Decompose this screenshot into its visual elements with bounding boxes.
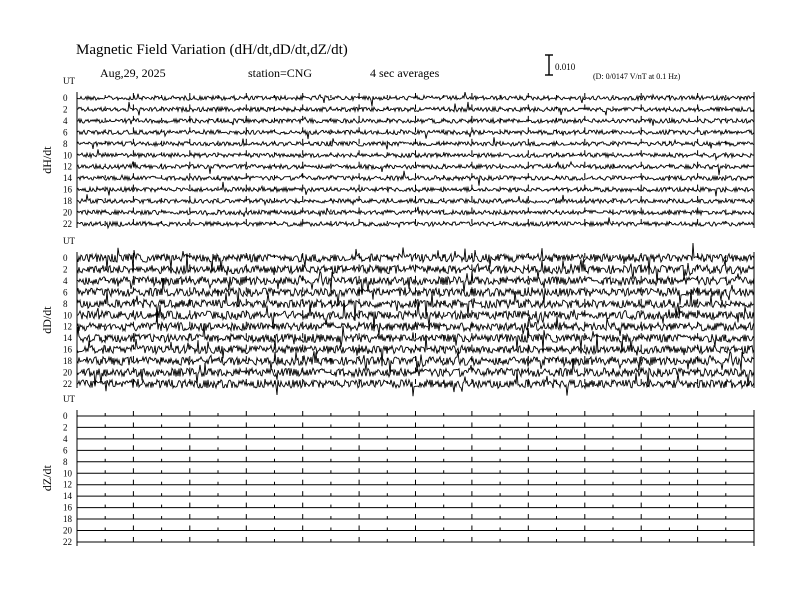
ut-tick-label: 2 <box>63 422 68 433</box>
ut-tick-label: 22 <box>63 536 72 547</box>
ut-tick-label: 8 <box>63 138 68 149</box>
trace-line <box>77 171 754 186</box>
hour-ticks <box>77 299 754 304</box>
ut-tick-label: 16 <box>63 184 72 195</box>
ut-tick-label: 12 <box>63 321 72 332</box>
hour-ticks <box>77 127 754 132</box>
panels-group <box>40 76 754 547</box>
ut-tick-label: 8 <box>63 298 68 309</box>
scale-value: 0.010 <box>555 62 576 72</box>
ut-tick-label: 20 <box>63 207 72 218</box>
panel-dh-dt <box>40 76 754 229</box>
hour-ticks <box>77 173 754 178</box>
ut-tick-label: 0 <box>63 411 68 421</box>
ut-tick-label: 20 <box>63 525 72 536</box>
hour-ticks <box>77 264 754 269</box>
ut-tick-label: 2 <box>63 264 68 275</box>
ut-axis-label: UT <box>63 76 75 86</box>
ut-tick-label: 4 <box>63 433 68 444</box>
hour-ticks <box>77 196 754 201</box>
panel-ylabel: dZ/dt <box>40 465 54 492</box>
ut-tick-label: 12 <box>63 161 72 172</box>
ut-tick-label: 22 <box>63 218 72 229</box>
hour-ticks <box>77 503 754 508</box>
chart-title: Magnetic Field Variation (dH/dt,dD/dt,dZ/dt) <box>76 42 348 58</box>
panel-ylabel: dD/dt <box>40 306 54 334</box>
ut-tick-label: 18 <box>63 196 72 207</box>
ut-tick-label: 22 <box>63 378 72 389</box>
ut-tick-label: 14 <box>63 333 72 344</box>
ut-tick-label: 14 <box>63 173 72 184</box>
hour-ticks <box>77 491 754 496</box>
ut-tick-label: 10 <box>63 310 72 321</box>
ut-tick-label: 2 <box>63 104 68 115</box>
ut-tick-label: 4 <box>63 275 68 286</box>
ut-tick-label: 0 <box>63 93 68 103</box>
ut-tick-label: 10 <box>63 468 72 479</box>
ut-tick-label: 4 <box>63 115 68 126</box>
hour-ticks <box>77 411 754 416</box>
hour-ticks <box>77 526 754 531</box>
hour-ticks <box>77 514 754 519</box>
hour-ticks <box>77 445 754 450</box>
hour-ticks <box>77 116 754 121</box>
hour-ticks <box>77 468 754 473</box>
hour-ticks <box>77 422 754 427</box>
hour-ticks <box>77 480 754 485</box>
ut-tick-label: 6 <box>63 287 68 298</box>
scale-bar <box>545 55 553 75</box>
ut-tick-label: 16 <box>63 344 72 355</box>
ut-tick-label: 6 <box>63 127 68 138</box>
date-label: Aug,29, 2025 <box>100 66 166 80</box>
ut-axis-label: UT <box>63 394 75 404</box>
scale-note: (D: 0/0147 V/nT at 0.1 Hz) <box>593 72 681 81</box>
averaging-label: 4 sec averages <box>370 66 440 80</box>
hour-ticks <box>77 537 754 542</box>
hour-ticks <box>77 434 754 439</box>
ut-tick-label: 8 <box>63 456 68 467</box>
ut-tick-label: 12 <box>63 479 72 490</box>
panel-dd-dt <box>40 236 754 396</box>
ut-tick-label: 6 <box>63 445 68 456</box>
ut-tick-label: 14 <box>63 491 72 502</box>
ut-tick-label: 0 <box>63 253 68 263</box>
hour-ticks <box>77 457 754 462</box>
ut-tick-label: 20 <box>63 367 72 378</box>
ut-tick-label: 16 <box>63 502 72 513</box>
ut-tick-label: 10 <box>63 150 72 161</box>
ut-tick-label: 18 <box>63 514 72 525</box>
ut-tick-label: 18 <box>63 356 72 367</box>
panel-ylabel: dH/dt <box>40 146 54 174</box>
ut-axis-label: UT <box>63 236 75 246</box>
panel-dz-dt <box>40 394 754 547</box>
station-label: station=CNG <box>248 66 313 80</box>
